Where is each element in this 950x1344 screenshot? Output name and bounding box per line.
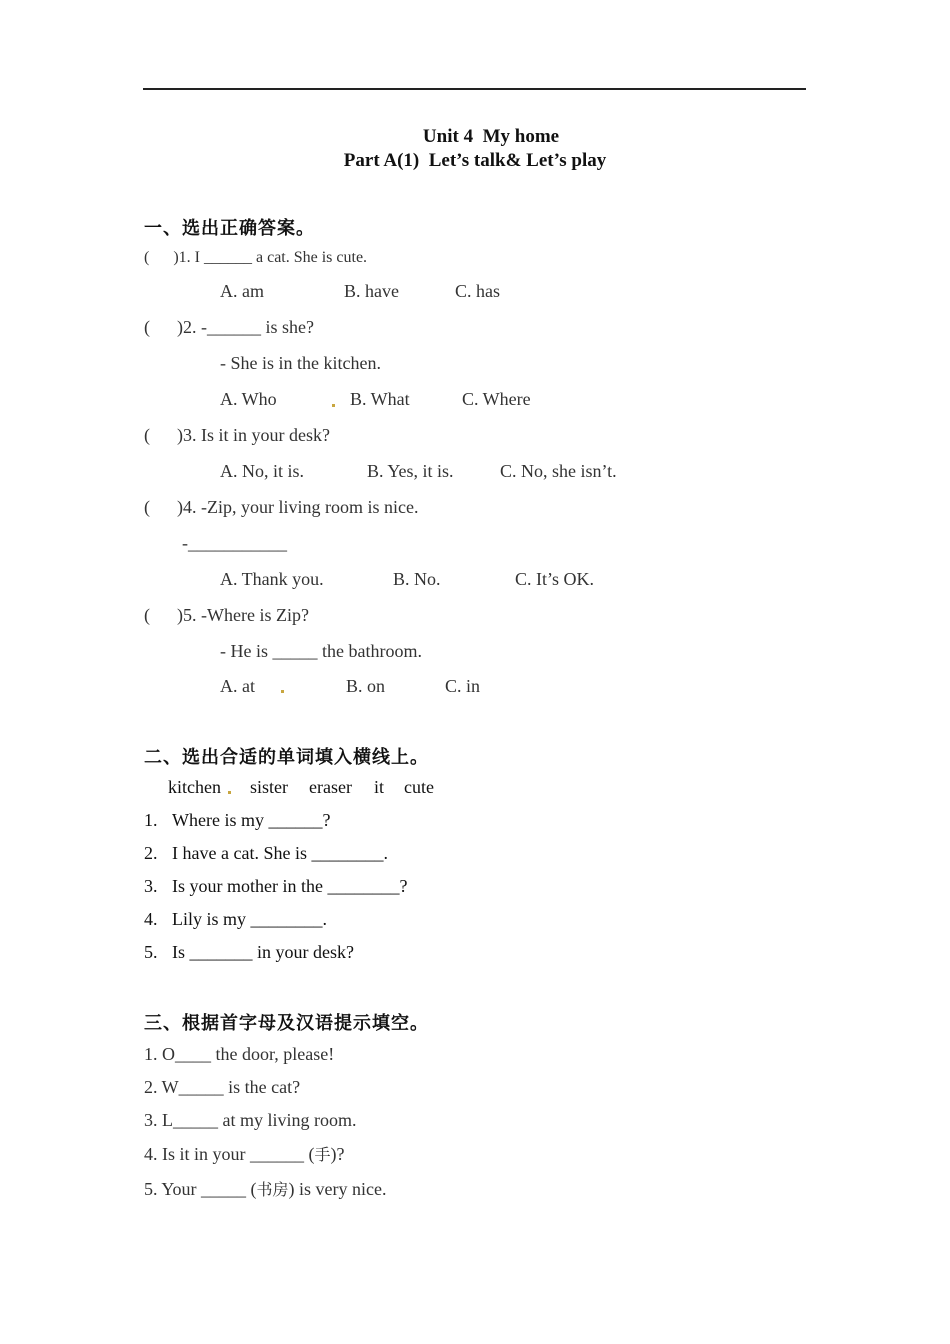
q5-option-c: C. in xyxy=(445,676,481,696)
word-bank-item: sister xyxy=(250,777,288,797)
q2-stem: ( )2. -______ is she? xyxy=(144,317,314,337)
s2-item-text: Where is my ______? xyxy=(172,810,331,830)
q4-option-c: C. It’s OK. xyxy=(515,569,595,589)
word-bank-item: kitchen xyxy=(168,777,221,797)
s3-item-5-post: ) is very nice. xyxy=(288,1179,387,1199)
q2-option-b: B. What xyxy=(350,389,410,409)
q5-reply: - He is _____ the bathroom. xyxy=(220,641,422,661)
q3-option-a: A. No, it is. xyxy=(220,461,305,481)
q5-option-b: B. on xyxy=(346,676,386,696)
s3-item-4 xyxy=(144,1143,345,1166)
s3-item-4-hint: 手 xyxy=(314,1145,331,1164)
q4-option-a: A. Thank you. xyxy=(220,569,324,589)
s3-item: 1. O____ the door, please! xyxy=(144,1044,335,1064)
word-bank-item: eraser xyxy=(309,777,352,797)
s3-item-5-pre: 5. Your _____ ( xyxy=(144,1179,257,1199)
q4-option-b: B. No. xyxy=(393,569,441,589)
s2-item-number: 4. xyxy=(144,909,158,929)
q1-option-b: B. have xyxy=(344,281,399,301)
s2-item-text: Lily is my ________. xyxy=(172,909,328,929)
s2-item-text: Is _______ in your desk? xyxy=(172,942,354,962)
marker-dot xyxy=(332,404,335,407)
q5-stem: ( )5. -Where is Zip? xyxy=(144,605,309,625)
q2-option-a: A. Who xyxy=(220,389,277,409)
s2-item-text: Is your mother in the ________? xyxy=(172,876,408,896)
s3-item-5 xyxy=(144,1178,387,1201)
q3-option-b: B. Yes, it is. xyxy=(367,461,454,481)
q3-stem: ( )3. Is it in your desk? xyxy=(144,425,330,445)
word-bank-item: it xyxy=(374,777,385,797)
word-bank-item: cute xyxy=(404,777,434,797)
s2-item-number: 5. xyxy=(144,942,158,962)
q1-stem: ( )1. I ______ a cat. She is cute. xyxy=(144,249,368,266)
section3-heading: 三、根据首字母及汉语提示填空。 xyxy=(144,1013,429,1034)
q1-option-a: A. am xyxy=(220,281,264,301)
s2-item-number: 1. xyxy=(144,810,158,830)
s3-item-4-pre: 4. Is it in your ______ ( xyxy=(144,1144,315,1164)
q2-reply: - She is in the kitchen. xyxy=(220,353,381,373)
q4-stem: ( )4. -Zip, your living room is nice. xyxy=(144,497,419,517)
s3-item-5-hint: 书房 xyxy=(256,1180,289,1199)
s2-item-number: 2. xyxy=(144,843,158,863)
s3-item: 3. L_____ at my living room. xyxy=(144,1110,357,1130)
s3-item-4-post: )? xyxy=(330,1144,345,1164)
q2-option-c: C. Where xyxy=(462,389,531,409)
header-rule xyxy=(143,88,806,90)
part-subtitle: Part A(1) Let’s talk& Let’s play xyxy=(343,150,607,171)
marker-dot xyxy=(281,690,284,693)
q4-reply: -___________ xyxy=(182,533,287,553)
section1-heading: 一、选出正确答案。 xyxy=(144,218,315,239)
unit-title: Unit 4 My home xyxy=(422,126,560,147)
q3-option-c: C. No, she isn’t. xyxy=(500,461,617,481)
s2-item-text: I have a cat. She is ________. xyxy=(172,843,388,863)
q1-option-c: C. has xyxy=(455,281,500,301)
marker-dot xyxy=(228,791,231,794)
q5-option-a: A. at xyxy=(220,676,255,696)
s2-item-number: 3. xyxy=(144,876,158,896)
section2-heading: 二、选出合适的单词填入横线上。 xyxy=(144,747,429,768)
s3-item: 2. W_____ is the cat? xyxy=(144,1077,301,1097)
